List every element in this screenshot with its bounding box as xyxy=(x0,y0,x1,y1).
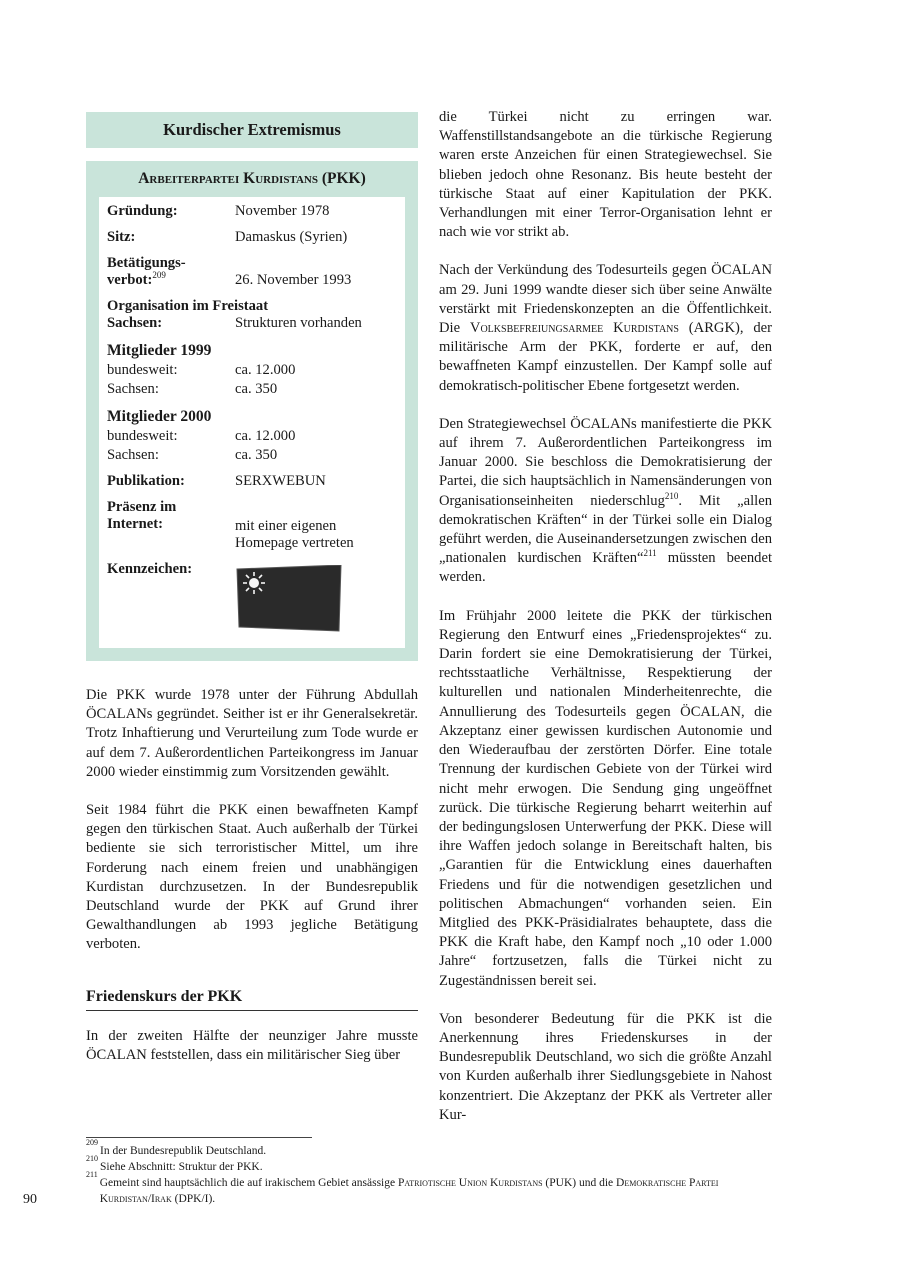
section-heading: Friedenskurs der PKK xyxy=(86,988,418,1011)
fn211-text-b: (PUK) und die xyxy=(542,1177,617,1189)
value-publikation: SERXWEBUN xyxy=(235,473,326,489)
label-sitz: Sitz: xyxy=(107,229,136,245)
label-internet-line2: Internet: xyxy=(107,516,163,532)
footnote-number: 211 xyxy=(86,1170,98,1179)
label-internet xyxy=(107,499,235,552)
row-gruendung xyxy=(107,203,397,220)
footnote-ref-209: 209 xyxy=(152,270,166,281)
footnote-ref-210: 210 xyxy=(664,490,679,501)
flag-icon xyxy=(235,565,343,633)
footnote-ref-211: 211 xyxy=(643,548,657,559)
fn211-smallcaps-2: Demokratische Partei Kurdistan/Irak xyxy=(99,1177,719,1205)
footnote-number: 210 xyxy=(86,1154,98,1163)
left-paragraph-1: Die PKK wurde 1978 unter der Führung Abdullah ÖCALANs gegründet. Seither ist er ihr Generalsekretär. Trotz Inhaftierung und Verurteilung zum Tode wurde er auf dem 7. Außerordentlichen Parteikongress im Januar 2000 wieder einstimmig zum Vorsitzenden gewählt. xyxy=(86,687,418,780)
value-verbot: 26. November 1993 xyxy=(235,272,352,288)
value-sitz: Damaskus (Syrien) xyxy=(235,229,348,245)
group-mitglieder-1999 xyxy=(107,341,397,399)
value-sachsen-1999: ca. 350 xyxy=(235,381,278,397)
label-sachsen-1999: Sachsen: xyxy=(107,381,159,397)
fn211-text-a: Gemeint sind hauptsächlich die auf irakischem Gebiet ansässige xyxy=(99,1177,398,1189)
right-paragraph-4: Im Frühjahr 2000 leitete die PKK der türkischen Regierung den Entwurf eines „Friedensprojektes“ zu. Darin fordert sie eine Demokratisierung der Türkei, rechtsstaatliche Verhältnisse, Respektierung der kulturellen und nationalen Minderheitenrechte, die Annullierung des Todesurteils gegen ÖCALAN, die Akzeptanz einer gewissen kurdischen Autonomie und den Wiederaufbau der zerstörten Dörfer. Eine totale Trennung der kurdischen Gebiete von der Türkei wird nicht mehr erwogen. Die Sendung ging ungeöffnet zurück. Die türkische Regierung beharrt weiterhin auf der bedingungslosen Unterwerfung der PKK. Diese will ihre Waffen jedoch solange in Bereitschaft halten, bis „Garantien für die Entwicklung eines dauerhaften Friedens und für die notwendigen gesetzlichen und politischen Abmachungen“ vorhanden seien. Ein Mitglied des PKK-Präsidialrates behauptete, dass die PKK die Kraft habe, den Kampf noch „10 oder 1.000 Jahre“ fortzusetzen, falls die Türkei nicht zu Zugeständnissen bereit sei. xyxy=(439,607,772,989)
group-mitglieder-2000 xyxy=(107,407,397,465)
right-p3-text-b: . Mit „allen demokratischen Kräften“ in der Türkei solle ein Dialog geführt werden, die Auseinandersetzungen zwischen den „nationalen kurdischen Kräften“ xyxy=(439,492,772,567)
page-number: 90 xyxy=(23,1192,37,1207)
row-publikation xyxy=(107,473,397,490)
footnote-number: 209 xyxy=(86,1138,98,1147)
label-sachsen-2000: Sachsen: xyxy=(107,447,159,463)
mitglieder-2000-title: Mitglieder 2000 xyxy=(107,408,212,425)
right-p3-text-a: Den Strategiewechsel ÖCALANs manifestierte die PKK auf ihrem 7. Außerordentlichen Parteikongress im Januar 2000. Sie beschloss die Demokratisierung der Partei, die sich hauptsächlich in Namensänderungen von Organisationseinheiten niederschlug xyxy=(439,415,772,509)
label-organisation-line1: Organisation im Freistaat xyxy=(107,298,269,314)
label-kennzeichen: Kennzeichen: xyxy=(107,561,193,577)
right-paragraph-2 xyxy=(439,261,772,395)
left-paragraph-2: Seit 1984 führt die PKK einen bewaffneten Kampf gegen den türkischen Staat. Auch außerhalb der Türkei bediente sie sich terroristischer Mittel, um ihre Forderung nach einem freien und unabhängigen Kurdistan durchzusetzen. In der Bundesrepublik Deutschland wurde der PKK auf Grund ihrer Gewalthandlungen ab 1993 jegliche Betätigung verboten. xyxy=(86,802,418,953)
footnote-text xyxy=(100,1175,776,1207)
right-p2-smallcaps: Volksbefreiungsarmee Kurdistans xyxy=(469,320,679,337)
label-publikation: Publikation: xyxy=(107,473,185,489)
value-sachsen-2000: ca. 350 xyxy=(235,447,278,463)
right-column xyxy=(439,108,772,1125)
footnote-text: Siehe Abschnitt: Struktur der PKK. xyxy=(100,1161,263,1173)
info-box xyxy=(86,161,418,661)
right-p3-text-c: müssten beendet werden. xyxy=(439,550,773,586)
left-column xyxy=(86,112,418,1065)
label-bundesweit-2000: bundesweit: xyxy=(107,428,178,444)
label-bundesweit-1999: bundesweit: xyxy=(107,362,178,378)
value-bundesweit-1999: ca. 12.000 xyxy=(235,362,296,378)
label-gruendung: Gründung: xyxy=(107,203,178,219)
label-internet-line1: Präsenz im xyxy=(107,499,177,515)
left-paragraph-3: In der zweiten Hälfte der neunziger Jahre musste ÖCALAN feststellen, dass ein militärischer Sieg über xyxy=(86,1027,418,1063)
value-internet-line2: Homepage vertreten xyxy=(235,535,354,551)
footnote-210 xyxy=(86,1154,776,1175)
footnote-text: In der Bundesrepublik Deutschland. xyxy=(100,1145,267,1157)
label-organisation-line2: Sachsen: xyxy=(107,315,163,331)
row-kennzeichen xyxy=(107,561,397,638)
right-p2-text-a: Nach der Verkündung des Todesurteils gegen ÖCALAN am 29. Juni 1999 wandte dieser sich über seine Anwälte verstärkt mit Friedenskonzepten an die Öffentlichkeit. Die xyxy=(439,262,772,337)
fn211-smallcaps-1: Patriotische Union Kurdistans xyxy=(397,1177,543,1189)
mitglieder-1999-title: Mitglieder 1999 xyxy=(107,342,212,359)
footnote-divider xyxy=(86,1137,312,1138)
pkk-flag-image xyxy=(235,561,397,638)
label-verbot-line1: Betätigungs- xyxy=(107,255,186,271)
row-sitz xyxy=(107,229,397,246)
value-gruendung: November 1978 xyxy=(235,203,330,219)
info-table xyxy=(99,197,405,648)
fn211-text-c: (DPK/I). xyxy=(171,1193,216,1205)
footnote-211 xyxy=(86,1170,776,1207)
row-internet xyxy=(107,499,397,552)
right-p2-text-b: (ARGK), der militärische Arm der PKK, forderte er auf, den bewaffneten Kampf einzustellen. Der Kampf solle auf demokratisch-politischer Ebene fortgesetzt werden. xyxy=(439,320,772,394)
right-paragraph-1: die Türkei nicht zu erringen war. Waffenstillstandsangebote an die türkische Regierung waren erste Anzeichen für einen Strategiewechsel. Sie blieben jedoch ohne Resonanz. Bis heute besteht der türkische Staat auf einer Kapitulation der PKK. Verhandlungen mit einer Terror-Organisation lehnt er nach wie vor strikt ab. xyxy=(439,109,772,241)
label-verbot xyxy=(107,255,235,289)
org-name: Arbeiterpartei Kurdistans (PKK) xyxy=(138,170,366,187)
footnotes xyxy=(86,1138,776,1207)
value-organisation: Strukturen vorhanden xyxy=(235,315,362,331)
info-box-title: Kurdischer Extremismus xyxy=(86,112,418,148)
footnote-209 xyxy=(86,1138,776,1159)
row-verbot xyxy=(107,255,397,289)
row-organisation xyxy=(107,298,397,332)
value-internet-line1: mit einer eigenen xyxy=(235,518,337,534)
right-paragraph-5: Von besonderer Bedeutung für die PKK ist die Anerkennung ihres Friedenskurses in der Bundesrepublik Deutschland, wo sich die größte Anzahl von Kurden außerhalb ihrer Siedlungsgebiete in Nahost konzentriert. Die Akzeptanz der PKK als Vertreter aller Kur- xyxy=(439,1010,772,1123)
label-verbot-line2: verbot: xyxy=(107,272,153,288)
value-bundesweit-2000: ca. 12.000 xyxy=(235,428,296,444)
right-paragraph-3 xyxy=(439,415,772,588)
value-internet xyxy=(235,499,397,552)
